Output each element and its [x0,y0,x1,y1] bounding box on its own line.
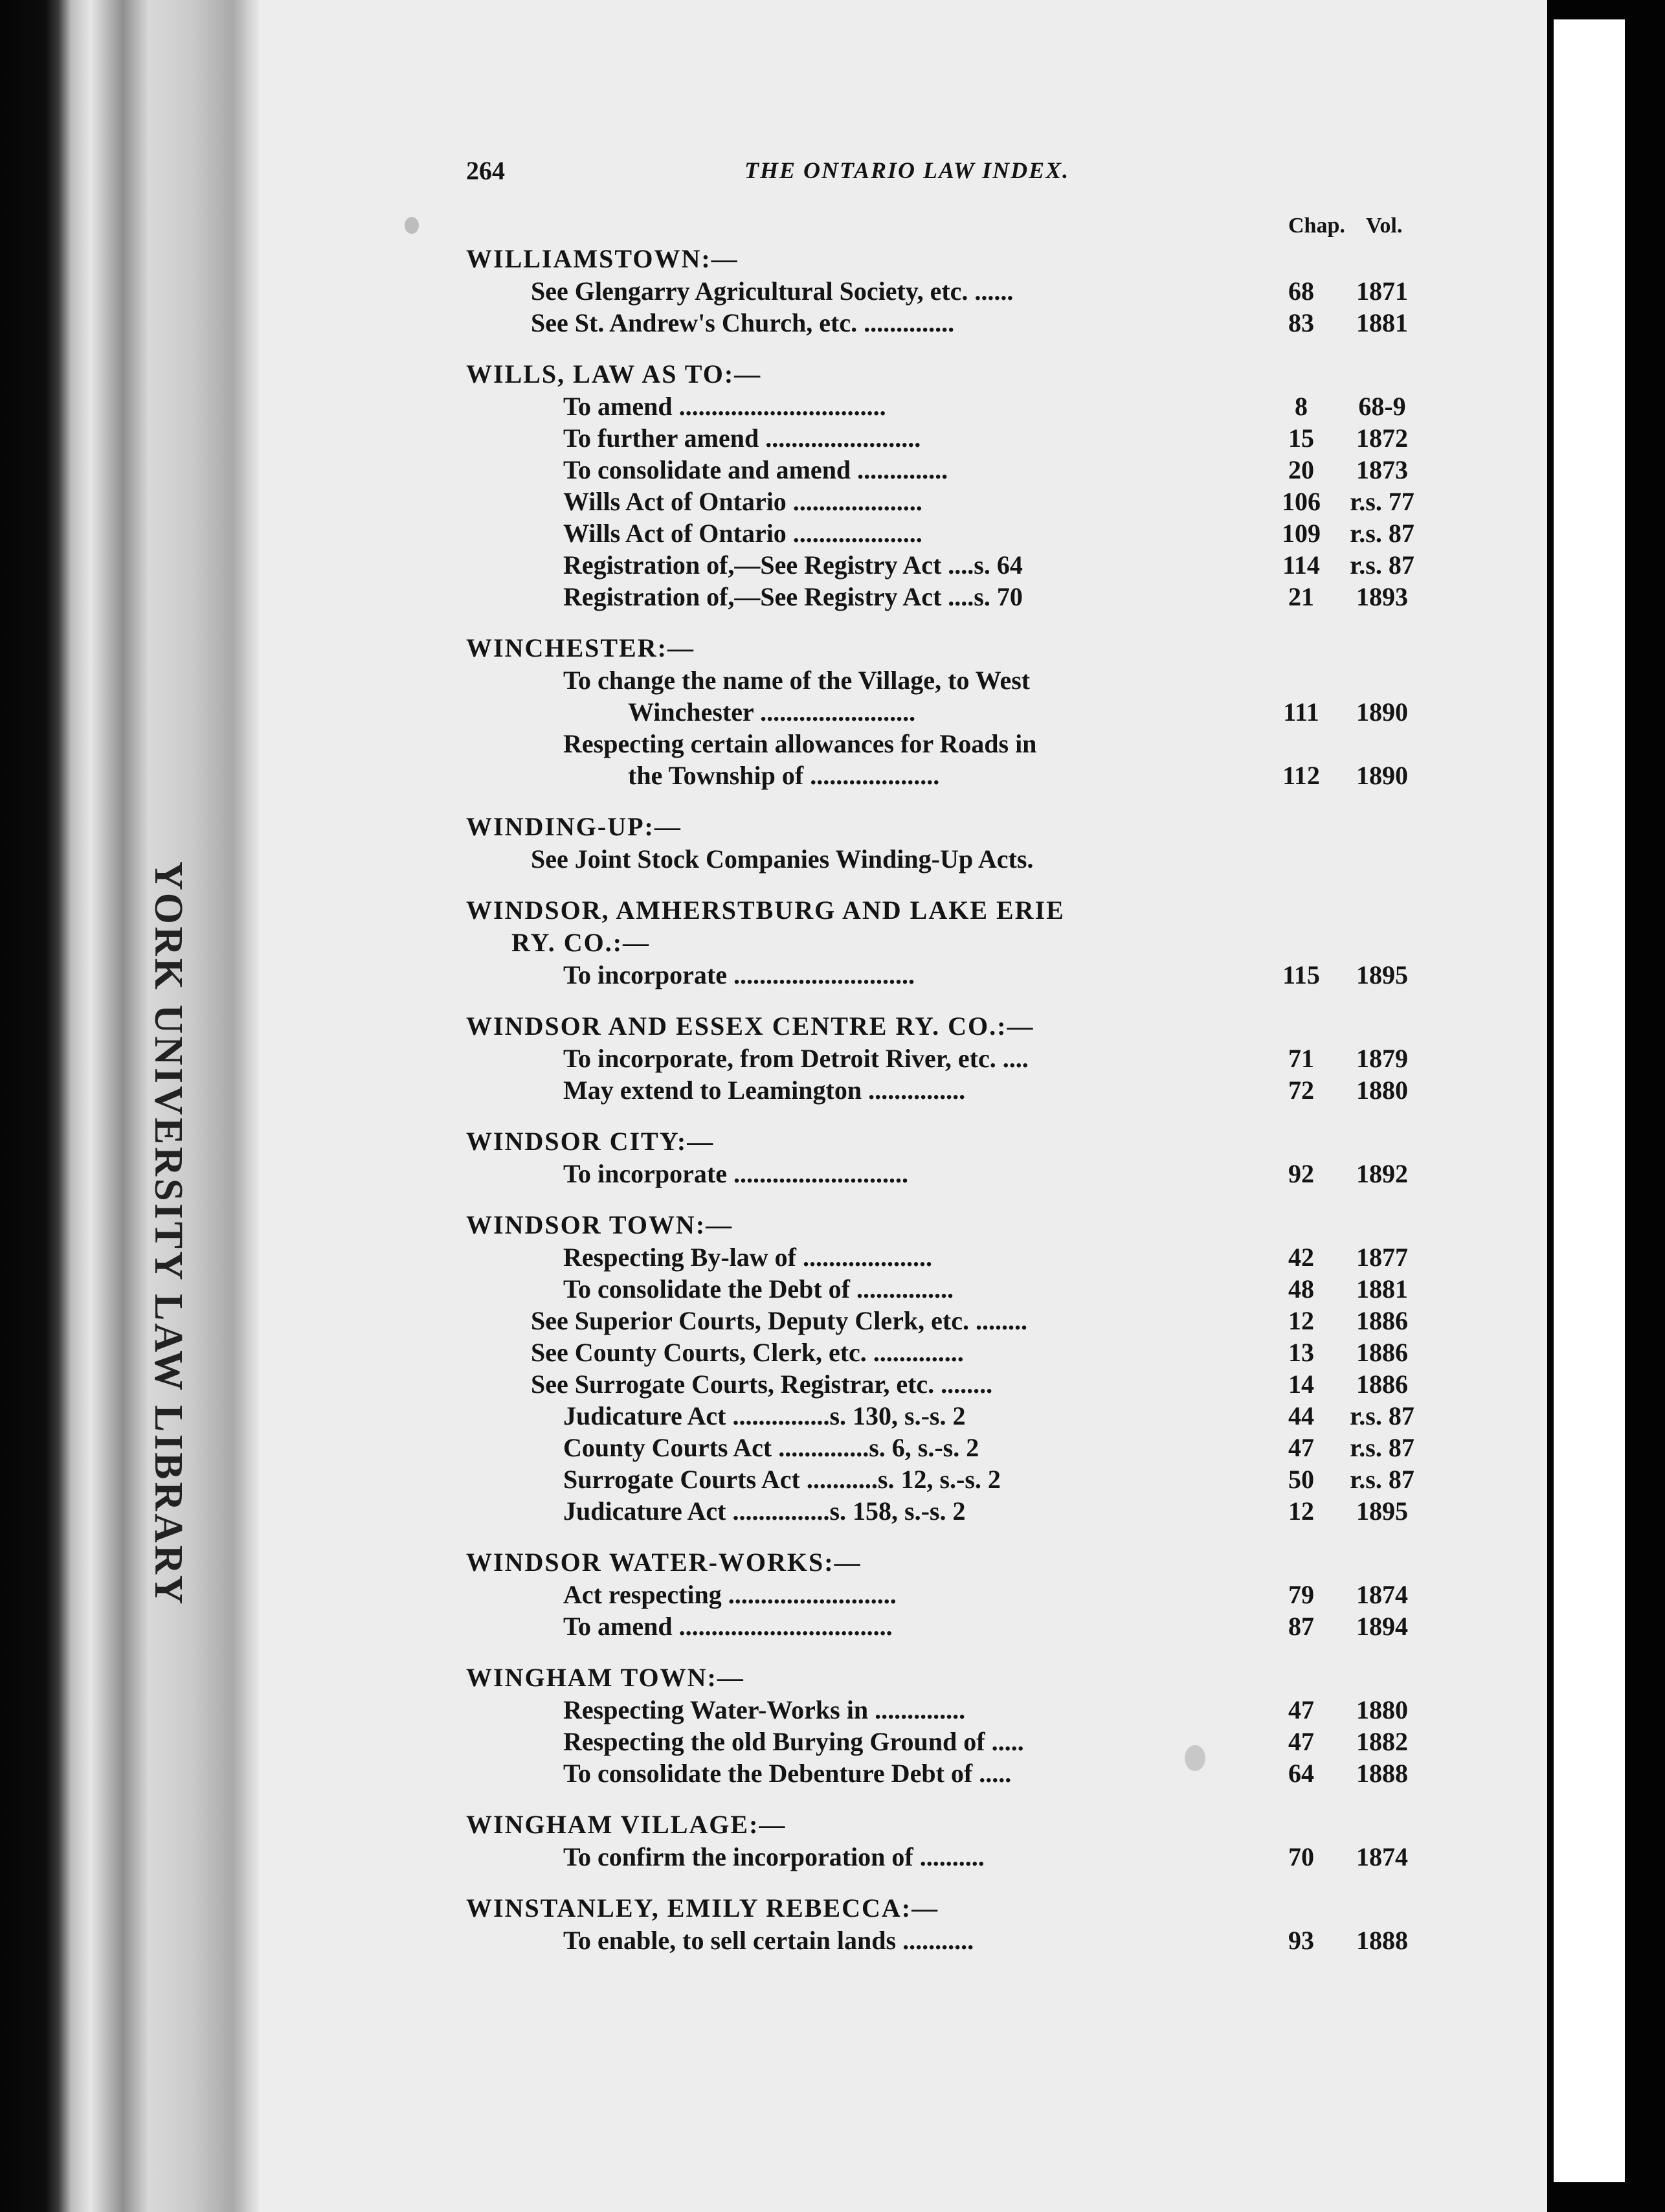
index-group [466,1892,1408,1956]
entry-chap: 112 [1282,761,1320,790]
entry-chap: 21 [1288,582,1314,611]
entry-text: Respecting Water-Works in .............. [563,1695,966,1724]
index-entry [466,1432,1414,1463]
entry-chap: 70 [1288,1842,1314,1871]
entry-vol: 1892 [1356,1159,1408,1188]
index-entry [466,422,1408,454]
index-entry [466,307,1408,339]
entry-vol: 1895 [1356,960,1408,989]
index-entry [466,1074,1408,1106]
entry-text: To further amend ........................ [563,423,921,453]
index-entry [466,1924,1408,1956]
group-heading: WINSTANLEY, EMILY REBECCA:— [466,1893,939,1923]
index-entry [466,1495,1408,1527]
entry-text: See Joint Stock Companies Winding-Up Acts. [531,844,1034,874]
index-group [466,1209,1414,1527]
vol-column-header: Vol. [1366,214,1403,238]
entry-text: To incorporate, from Detroit River, etc. .... [563,1044,1029,1073]
entry-text: See St. Andrew's Church, etc. .............. [531,308,955,337]
entry-vol: 1880 [1356,1695,1408,1724]
entry-chap: 47 [1288,1433,1314,1462]
index-group [466,243,1408,339]
group-heading: WINCHESTER:— [466,633,695,662]
entry-vol: 1890 [1356,697,1408,727]
entry-text: See Glengarry Agricultural Society, etc. ...... [531,276,1014,306]
entry-vol: r.s. 77 [1350,487,1414,516]
index-group [466,1662,1408,1789]
entry-text: Judicature Act ...............s. 130, s.-s. 2 [563,1401,966,1430]
entry-vol: 1895 [1356,1496,1408,1526]
entry-chap: 47 [1288,1727,1314,1756]
entry-text: Winchester ........................ [628,697,916,727]
index-group [466,358,1414,613]
entry-text: Surrogate Courts Act ...........s. 12, s.-s. 2 [563,1465,1001,1494]
entry-chap: 87 [1288,1612,1314,1641]
entry-chap: 111 [1283,697,1319,727]
index-entry [466,1579,1408,1610]
index-entry [466,1610,1408,1642]
index-groups [466,243,1414,1956]
entry-chap: 115 [1282,960,1320,989]
entry-vol: 1894 [1356,1612,1408,1641]
index-entry [466,1368,1408,1400]
index-content [466,155,1414,1976]
entry-vol: 1886 [1356,1306,1408,1335]
entry-chap: 47 [1288,1695,1314,1724]
index-entry [466,664,1405,696]
library-stamp [120,855,210,1697]
index-group [466,1809,1408,1873]
entry-text: Act respecting .......................... [563,1580,897,1609]
library-stamp-graphic [120,855,210,1697]
group-heading: WINGHAM TOWN:— [466,1663,744,1692]
index-entry [466,275,1408,307]
svg-text:YORK UNIVERSITY LAW LIBRARY: YORK UNIVERSITY LAW LIBRARY [146,861,190,1607]
index-entry [466,1241,1408,1273]
index-entry [466,728,1405,760]
entry-vol: 1877 [1356,1243,1408,1272]
entry-chap: 106 [1282,487,1321,516]
entry-text: Registration of,—See Registry Act ....s. 64 [563,550,1023,580]
entry-text: Respecting By-law of .................... [563,1243,932,1272]
entry-text: Registration of,—See Registry Act ....s. 70 [563,582,1023,611]
entry-text: County Courts Act ..............s. 6, s.-s. 2 [563,1433,979,1462]
entry-vol: 1872 [1356,423,1408,453]
running-header [466,155,1405,214]
entry-chap: 114 [1282,550,1320,580]
index-entry [466,1273,1408,1305]
group-heading: WINDSOR, AMHERSTBURG AND LAKE ERIE [466,896,1065,925]
group-heading: WILLIAMSTOWN:— [466,244,739,273]
entry-text: To consolidate the Debt of ............... [563,1274,954,1304]
entry-text: May extend to Leamington ............... [563,1076,966,1105]
entry-vol: 1874 [1356,1842,1408,1871]
entry-text: To consolidate and amend .............. [563,455,948,484]
index-entry [466,1043,1408,1074]
entry-chap: 12 [1288,1306,1314,1335]
entry-vol: 1880 [1356,1076,1408,1105]
entry-text: Respecting certain allowances for Roads in [563,729,1037,758]
group-heading: WINDING-UP:— [466,812,682,841]
index-entry [466,1841,1408,1873]
group-heading: WINGHAM VILLAGE:— [466,1810,787,1839]
entry-chap: 68 [1288,276,1314,306]
entry-vol: 1874 [1356,1580,1408,1609]
entry-vol: 1882 [1356,1727,1408,1756]
entry-chap: 109 [1282,519,1321,548]
entry-vol: 1881 [1356,308,1408,337]
index-entry [466,1400,1414,1432]
page-number: 264 [466,156,505,185]
index-entry [466,454,1408,486]
next-page-edge [1554,19,1625,2182]
index-group [466,632,1408,791]
entry-chap: 83 [1288,308,1314,337]
group-heading: WINDSOR CITY:— [466,1127,715,1156]
entry-chap: 14 [1288,1370,1314,1399]
entry-text: Wills Act of Ontario .................... [563,487,922,516]
entry-vol: 1893 [1356,582,1408,611]
index-entry [466,843,1405,875]
entry-chap: 64 [1288,1759,1314,1788]
entry-vol: r.s. 87 [1350,1401,1414,1430]
entry-vol: 1890 [1356,761,1408,790]
entry-text: See Superior Courts, Deputy Clerk, etc. ........ [531,1306,1027,1335]
index-entry [466,1337,1408,1368]
entry-text: To incorporate ........................... [563,1159,908,1188]
index-entry [466,1463,1414,1495]
index-entry [466,1694,1408,1726]
index-entry [466,959,1408,991]
running-title: THE ONTARIO LAW INDEX. [744,157,1070,183]
index-group [466,1010,1408,1106]
entry-text: To enable, to sell certain lands ........... [563,1926,974,1955]
entry-text: To amend ................................ [563,392,886,421]
entry-text: Wills Act of Ontario .................... [563,519,922,548]
entry-text: See County Courts, Clerk, etc. .............. [531,1338,964,1367]
entry-chap: 20 [1288,455,1314,484]
entry-chap: 93 [1288,1926,1314,1955]
entry-vol: r.s. 87 [1350,1465,1414,1494]
group-heading: WINDSOR AND ESSEX CENTRE RY. CO.:— [466,1011,1034,1041]
index-group [466,894,1408,991]
entry-chap: 12 [1288,1496,1314,1526]
chap-column-header: Chap. [1288,214,1345,238]
index-group [466,1125,1408,1190]
index-entry [466,390,1405,422]
entry-chap: 15 [1288,423,1314,453]
entry-text: Judicature Act ...............s. 158, s.-s. 2 [563,1496,966,1526]
entry-text: To confirm the incorporation of .......... [563,1842,985,1871]
index-group [466,1546,1408,1642]
entry-text: To consolidate the Debenture Debt of ..... [563,1759,1012,1788]
entry-chap: 71 [1288,1044,1314,1073]
entry-chap: 50 [1288,1465,1314,1494]
entry-chap: 13 [1288,1338,1314,1367]
entry-vol: 68-9 [1358,392,1406,421]
entry-chap: 8 [1295,392,1308,421]
entry-vol: 1886 [1356,1370,1408,1399]
index-entry [466,1158,1408,1190]
index-entry [466,549,1414,581]
entry-chap: 92 [1288,1159,1314,1188]
index-entry [466,696,1408,728]
entry-vol: r.s. 87 [1350,550,1414,580]
entry-vol: 1888 [1356,1926,1408,1955]
entry-chap: 72 [1288,1076,1314,1105]
entry-text: To amend ................................. [563,1612,893,1641]
entry-vol: 1879 [1356,1044,1408,1073]
index-entry [466,1726,1408,1757]
entry-vol: 1886 [1356,1338,1408,1367]
entry-chap: 42 [1288,1243,1314,1272]
index-entry [466,517,1414,549]
entry-text: Respecting the old Burying Ground of ..... [563,1727,1024,1756]
entry-text: the Township of .................... [628,761,940,790]
index-entry [466,486,1414,517]
entry-vol: r.s. 87 [1350,519,1414,548]
entry-vol: r.s. 87 [1350,1433,1414,1462]
paper-speck [405,217,419,234]
entry-vol: 1871 [1356,276,1408,306]
group-heading: WINDSOR WATER-WORKS:— [466,1548,862,1577]
group-heading: WINDSOR TOWN:— [466,1210,733,1239]
index-entry [466,581,1408,613]
entry-chap: 48 [1288,1274,1314,1304]
group-heading-continued: RY. CO.:— [511,928,651,957]
entry-text: See Surrogate Courts, Registrar, etc. ........ [531,1370,993,1399]
entry-vol: 1873 [1356,455,1408,484]
index-group [466,811,1405,875]
entry-text: To change the name of the Village, to West [563,666,1031,695]
book-page [259,0,1547,2212]
entry-text: To incorporate ............................ [563,960,915,989]
index-entry [466,1305,1408,1337]
index-entry [466,1757,1408,1789]
group-heading: WILLS, LAW AS TO:— [466,359,762,389]
entry-chap: 79 [1288,1580,1314,1609]
column-headers [466,214,1405,243]
entry-vol: 1888 [1356,1759,1408,1788]
entry-vol: 1881 [1356,1274,1408,1304]
entry-chap: 44 [1288,1401,1314,1430]
index-entry [466,760,1408,791]
